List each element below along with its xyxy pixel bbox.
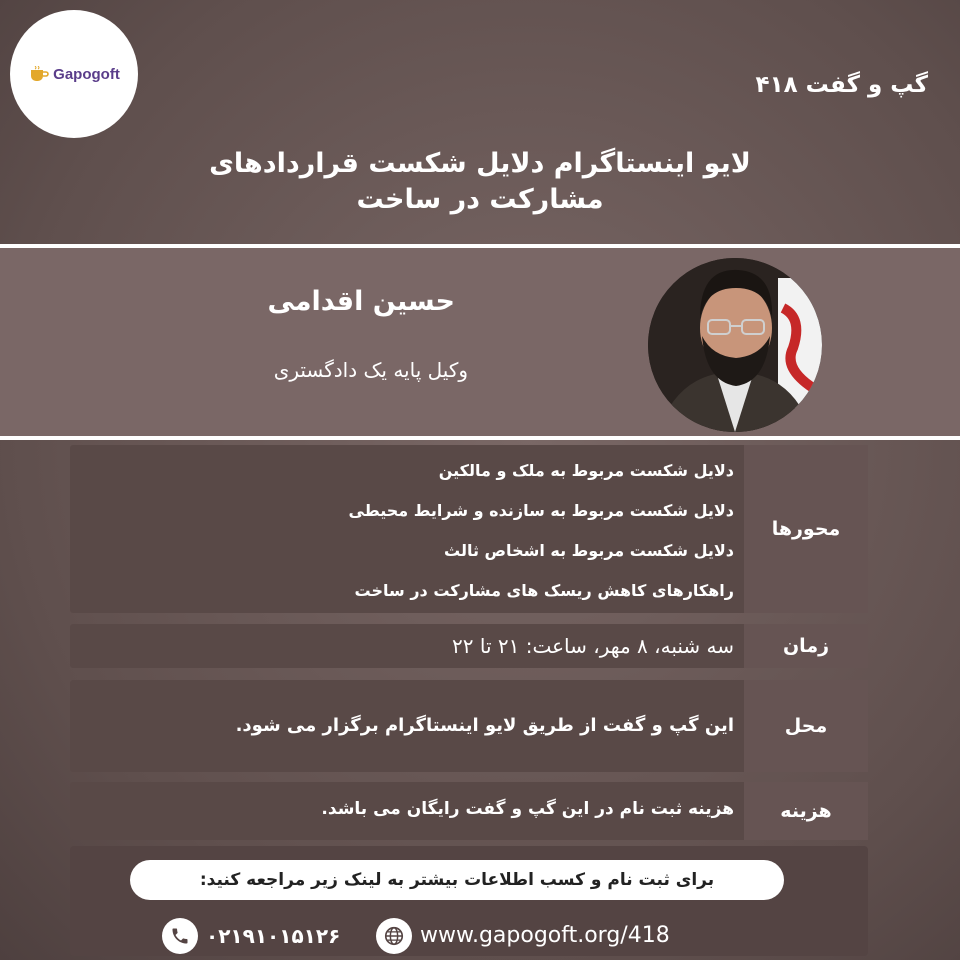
title-line-2: مشارکت در ساخت	[356, 184, 604, 215]
speaker-role: وکیل پایه یک دادگستری	[273, 358, 468, 382]
speaker-name: حسین اقدامی	[267, 286, 455, 317]
gapogoft-logo[interactable]	[10, 10, 138, 138]
topic-item: دلایل شکست مربوط به اشخاص ثالث	[444, 541, 734, 560]
coffee-cup-icon	[28, 66, 50, 82]
topics-list	[82, 445, 734, 615]
globe-icon[interactable]	[376, 918, 412, 954]
time-row	[70, 624, 868, 668]
place-row	[70, 680, 868, 772]
logo-text: Gapogoft	[53, 65, 120, 83]
time-value: سه شنبه، ۸ مهر، ساعت: ۲۱ تا ۲۲	[452, 634, 734, 658]
speaker-portrait	[648, 258, 822, 432]
cost-row	[70, 782, 868, 840]
topics-content	[82, 445, 734, 613]
cost-label: هزینه	[744, 782, 868, 840]
topic-item: دلایل شکست مربوط به ملک و مالکین	[438, 461, 734, 480]
website-link[interactable]: www.gapogoft.org/418	[420, 923, 670, 948]
topics-row	[70, 445, 868, 613]
place-value: این گپ و گفت از طریق لایو اینستاگرام برگزار می شود.	[235, 715, 734, 736]
register-banner: برای ثبت نام و کسب اطلاعات بیشتر به لینک زیر مراجعه کنید:	[130, 860, 784, 900]
topics-label: محورها	[744, 445, 868, 613]
place-label: محل	[744, 680, 868, 772]
divider-bottom	[0, 436, 960, 440]
phone-number[interactable]: ۰۲۱۹۱۰۱۵۱۲۶	[206, 924, 341, 948]
page-title	[150, 146, 810, 218]
footer-panel	[70, 846, 868, 956]
topic-item: دلایل شکست مربوط به سازنده و شرایط محیطی	[348, 501, 734, 520]
topic-item: راهکارهای کاهش ریسک های مشارکت در ساخت	[354, 581, 734, 600]
title-line-1: لایو اینستاگرام دلایل شکست قراردادهای	[209, 148, 751, 179]
phone-icon[interactable]	[162, 918, 198, 954]
episode-label: گپ و گفت ۴۱۸	[755, 72, 928, 98]
time-label: زمان	[744, 624, 868, 668]
cost-value: هزینه ثبت نام در این گپ و گفت رایگان می باشد.	[321, 799, 734, 819]
